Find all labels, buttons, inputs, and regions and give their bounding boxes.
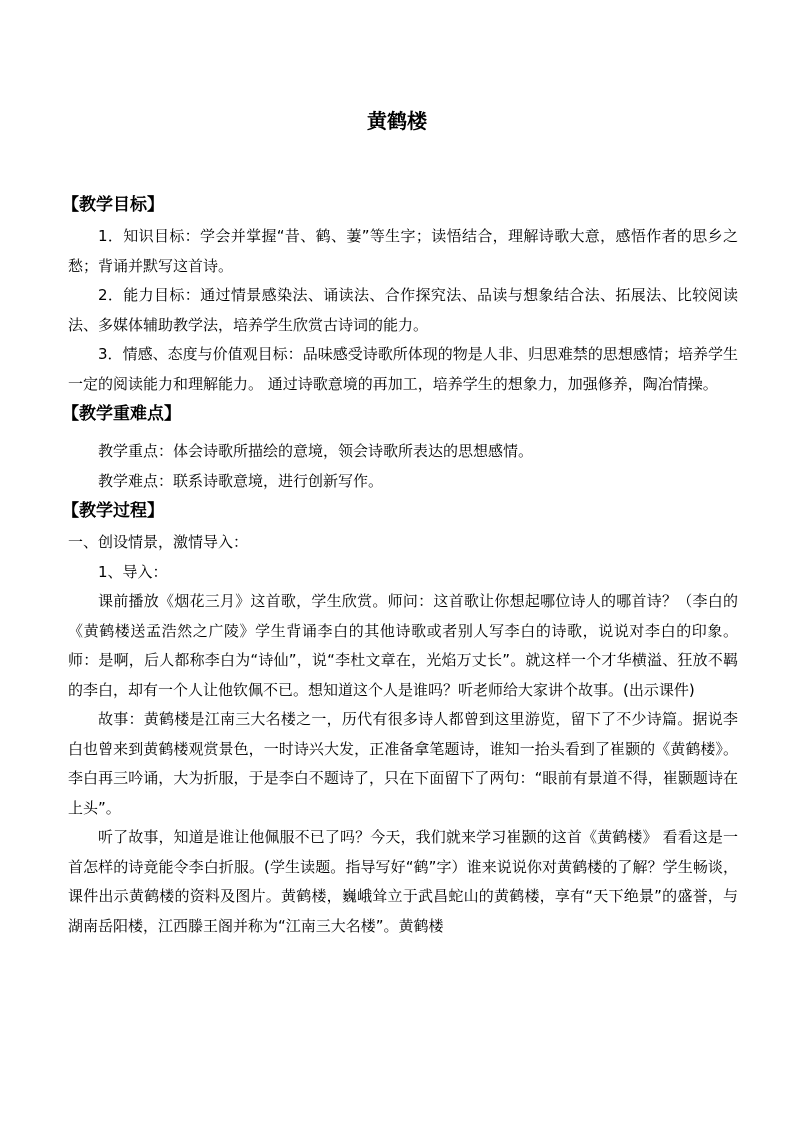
page-title: 黄鹤楼 <box>367 109 427 133</box>
process-paragraph-lesson: 听了故事，知道是谁让他佩服不已了吗？今天，我们就来学习崔颢的这首《黄鹤楼》 看看这是一首怎样的诗竟能令李白折服。(学生读题。指导写好“鹤”字）谁来说说你对黄鹤楼的了解？学生畅谈，课件出示黄鹤楼的资料及图片。黄鹤楼，巍峨耸立于武昌蛇山的黄鹤楼，享有“天下绝景”的盛誉，与湖南岳阳楼，江西滕王阁并称为“江南三大名楼”。黄鹤楼 <box>68 828 738 935</box>
goal-item-ability: 2．能力目标：通过情景感染法、诵读法、合作探究法、品读与想象结合法、拓展法、比较阅读法、多媒体辅助教学法，培养学生欣赏古诗词的能力。 <box>68 286 738 334</box>
section-heading-process: 【教学过程】 <box>62 501 164 521</box>
process-step-title: 一、创设情景，激情导入： <box>68 533 249 551</box>
goal-item-emotion: 3．情感、态度与价值观目标：品味感受诗歌所体现的物是人非、归思难禁的思想感情；培养学生一定的阅读能力和理解能力。 通过诗歌意境的再加工，培养学生的想象力，加强修养，陶冶情操。 <box>68 345 738 393</box>
process-paragraph-intro: 课前播放《烟花三月》这首歌，学生欣赏。师问：这首歌让你想起哪位诗人的哪首诗？（李白的《黄鹤楼送孟浩然之广陵》学生背诵李白的其他诗歌或者别人写李白的诗歌，说说对李白的印象。师：是啊，后人都称李白为“诗仙”，说“李杜文章在，光焰万丈长”。就这样一个才华横溢、狂放不羁的李白，却有一个人让他钦佩不已。想知道这个人是谁吗？听老师给大家讲个故事。(出示课件) <box>68 592 738 699</box>
key-point-difficulty: 教学难点：联系诗歌意境，进行创新写作。 <box>98 471 384 490</box>
key-point-focus: 教学重点：体会诗歌所描绘的意境，领会诗歌所表达的思想感情。 <box>98 442 534 460</box>
process-sub-title: 1、导入： <box>98 562 168 581</box>
section-heading-goals: 【教学目标】 <box>62 195 164 215</box>
section-heading-key-points: 【教学重难点】 <box>62 404 181 424</box>
goal-item-knowledge: 1．知识目标：学会并掌握“昔、鹤、萋”等生字；读悟结合，理解诗歌大意，感悟作者的思乡之愁；背诵并默写这首诗。 <box>68 227 738 275</box>
document-body <box>62 190 738 941</box>
process-paragraph-story: 故事：黄鹤楼是江南三大名楼之一，历代有很多诗人都曾到这里游览，留下了不少诗篇。据说李白也曾来到黄鹤楼观赏景色，一时诗兴大发，正准备拿笔题诗，谁知一抬头看到了崔颢的《黄鹤楼》。李白再三吟诵，大为折服，于是李白不题诗了，只在下面留下了两句：“眼前有景道不得，崔颢题诗在上头”。 <box>68 710 738 817</box>
